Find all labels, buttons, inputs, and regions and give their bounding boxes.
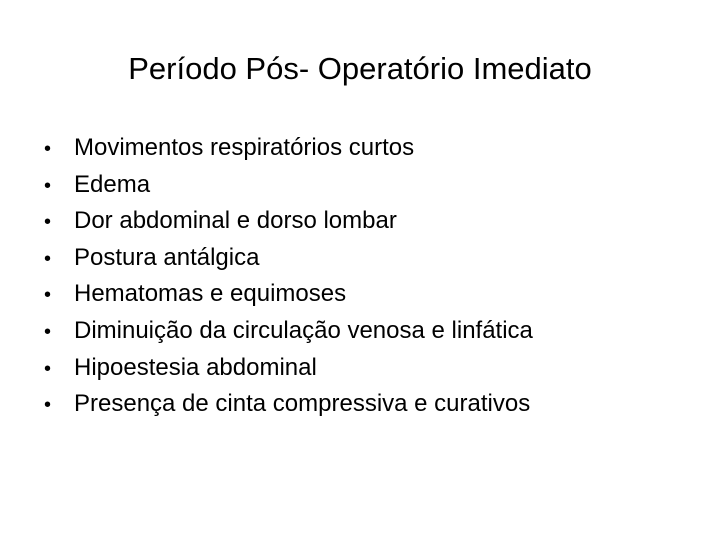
list-item	[44, 130, 704, 167]
bullet-icon: •	[44, 211, 52, 234]
list-item	[44, 313, 704, 350]
bullet-icon: •	[44, 394, 52, 417]
bullet-text: Diminuição da circulação venosa e linfática	[74, 316, 533, 344]
bullet-icon: •	[44, 357, 52, 380]
list-item	[44, 350, 704, 387]
bullet-text: Movimentos respiratórios curtos	[74, 134, 415, 161]
bullet-icon: •	[44, 320, 52, 343]
bullet-icon: •	[44, 284, 52, 307]
list-item	[44, 240, 704, 277]
bullet-text: Hipoestesia abdominal	[74, 353, 317, 381]
bullet-text: Dor abdominal e dorso lombar	[74, 207, 397, 235]
list-item	[44, 386, 704, 423]
bullet-text: Presença de cinta compressiva e curativos	[74, 390, 531, 418]
list-item	[44, 167, 704, 204]
bullet-text: Hematomas e equimoses	[74, 280, 347, 308]
bullet-icon: •	[44, 138, 52, 160]
bullet-icon: •	[44, 247, 52, 270]
bullet-icon: •	[44, 174, 52, 197]
bullet-text: Edema	[74, 170, 151, 198]
list-item	[44, 276, 704, 313]
list-item	[44, 203, 704, 240]
bullet-list	[44, 130, 704, 423]
slide-title: Período Pós- Operatório Imediato	[128, 51, 592, 86]
bullet-text: Postura antálgica	[74, 243, 260, 271]
